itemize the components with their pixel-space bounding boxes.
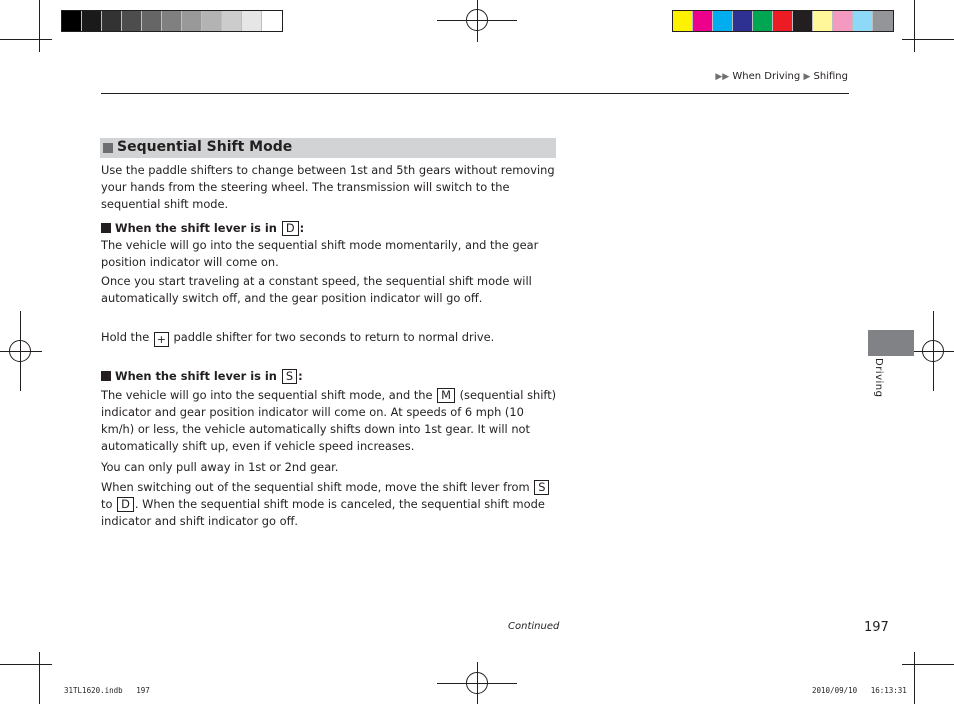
color-swatch <box>162 11 182 31</box>
color-swatch <box>122 11 142 31</box>
color-swatch <box>182 11 202 31</box>
colon: : <box>298 369 303 383</box>
section-square-icon <box>103 143 113 153</box>
s-para3-post: . When the sequential shift mode is canceled, the sequential shift mode indicator and shift indicator go off. <box>101 497 545 528</box>
square-bullet-icon <box>101 371 111 381</box>
section-title: Sequential Shift Mode <box>117 139 293 155</box>
color-swatch <box>202 11 222 31</box>
page-number: 197 <box>864 620 889 635</box>
color-swatch <box>222 11 242 31</box>
continued-label: Continued <box>508 621 560 632</box>
arrow-icon: ▶ <box>715 72 723 82</box>
color-swatch <box>673 11 693 31</box>
chapter-tab-label: Driving <box>873 358 884 398</box>
s-para1-pre: The vehicle will go into the sequential shift mode, and the <box>101 388 433 402</box>
s-para1-post: (sequential shift) indicator and gear position indicator will come on. At speeds of 6 mph (10 km/h) or less, the vehicle automatically shifts down into 1st gear. It will not automatically shift up, even if vehicle speed increases. <box>101 388 557 453</box>
color-swatch <box>813 11 833 31</box>
s-mode-heading <box>101 368 303 385</box>
d-mode-paragraph-1: The vehicle will go into the sequential shift mode momentarily, and the gear position indicator will come on. <box>101 238 539 269</box>
s-mode-heading-text: When the shift lever is in <box>115 369 277 383</box>
d-key-label: D <box>282 221 299 236</box>
s-key-label: S <box>534 480 549 495</box>
date-info: 2010/09/10 16:13:31 <box>812 686 907 695</box>
arrow-icon: ▶ <box>803 72 811 82</box>
file-info: 31TL1620.indb 197 <box>64 686 150 695</box>
chapter-tab[interactable] <box>868 330 914 356</box>
header-rule <box>101 93 849 94</box>
color-swatch <box>102 11 122 31</box>
s-para3-pre: When switching out of the sequential shift mode, move the shift lever from <box>101 480 530 494</box>
arrow-icon: ▶ <box>722 72 730 82</box>
breadcrumb <box>715 71 848 82</box>
intro-paragraph: Use the paddle shifters to change between 1st and 5th gears without removing your hands from the steering wheel. The transmission will switch to the sequential shift mode. <box>101 163 555 211</box>
color-swatch <box>693 11 713 31</box>
plus-paddle-icon: + <box>154 332 169 347</box>
section-header <box>100 138 556 158</box>
process-color-bar <box>672 10 894 32</box>
color-swatch <box>853 11 873 31</box>
grayscale-color-bar <box>61 10 283 32</box>
color-swatch <box>773 11 793 31</box>
breadcrumb-item-when-driving[interactable]: When Driving <box>732 71 801 82</box>
color-swatch <box>262 11 282 31</box>
colon: : <box>299 221 305 235</box>
color-swatch <box>62 11 82 31</box>
s-mode-paragraph-3 <box>101 479 557 530</box>
square-bullet-icon <box>101 223 111 233</box>
color-swatch <box>873 11 893 31</box>
hold-text-pre: Hold the <box>101 330 150 344</box>
color-swatch <box>82 11 102 31</box>
d-mode-heading-text: When the shift lever is in <box>115 221 277 235</box>
s-mode-paragraph-1 <box>101 387 557 455</box>
s-key-label: S <box>282 369 297 384</box>
breadcrumb-item-shifting[interactable]: Shifing <box>813 71 848 82</box>
s-para3-mid: to <box>101 497 113 511</box>
color-swatch <box>753 11 773 31</box>
d-mode-heading <box>101 220 304 237</box>
d-mode-paragraph-2: Once you start traveling at a constant speed, the sequential shift mode will automatically switch off, and the gear position indicator will go off. <box>101 274 532 305</box>
color-swatch <box>142 11 162 31</box>
hold-text-post: paddle shifter for two seconds to return to normal drive. <box>173 330 495 344</box>
d-mode-hold-paragraph <box>101 329 557 347</box>
color-swatch <box>713 11 733 31</box>
d-key-label: D <box>117 497 134 512</box>
m-key-label: M <box>437 388 455 403</box>
color-swatch <box>242 11 262 31</box>
color-swatch <box>733 11 753 31</box>
color-swatch <box>793 11 813 31</box>
s-mode-paragraph-2: You can only pull away in 1st or 2nd gear. <box>101 460 339 474</box>
color-swatch <box>833 11 853 31</box>
